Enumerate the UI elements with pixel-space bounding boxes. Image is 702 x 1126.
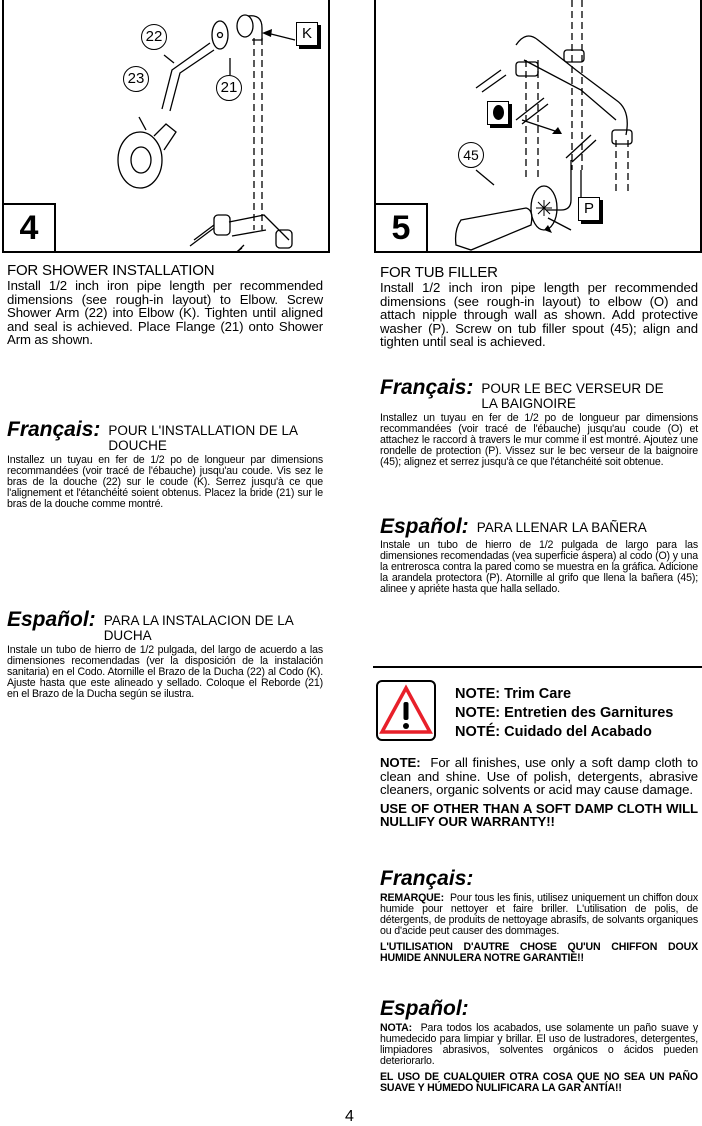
- french-label: Français:: [380, 867, 474, 890]
- elbow-fitting: [237, 15, 253, 37]
- note-body: Pour tous les finis, utilisez uniquement un chiffon doux humide pour nettoyer et faire briller. L'utilisation de polis, de détergents, de produits de nettoyage abrasifs, de solvants organiques ou d'acide peut causer des dommages.: [380, 892, 698, 937]
- note-title-en: NOTE: Trim Care: [455, 686, 572, 702]
- step-number: 4: [4, 203, 56, 251]
- shower-french-section: [7, 419, 323, 510]
- spanish-label: Español:: [7, 608, 96, 631]
- note-english: [380, 756, 698, 829]
- warning-triangle-icon: [378, 682, 434, 739]
- spanish-label: Español:: [380, 515, 469, 538]
- page-number: 4: [345, 1108, 354, 1125]
- note-body: For all finishes, use only a soft damp cloth to clean and shine. Use of polish, detergents, abrasive cleaners, organic solvents or acid may cause damage.: [380, 755, 698, 798]
- note-body: Para todos los acabados, use solamente un paño suave y humedecido para limpiar y brillar. El uso de lustradores, detergentes, limpiadores abrasivos, solventes orgánicos o ácidos pueden deteriorarlo.: [380, 1022, 698, 1067]
- callout-23: 23: [123, 66, 149, 92]
- spanish-title: PARA LA INSTALACION DE LA DUCHA: [103, 613, 294, 643]
- callout-k: K: [296, 22, 318, 46]
- step-number: 5: [376, 203, 428, 251]
- spanish-label: Español:: [380, 997, 469, 1020]
- note-label: NOTE:: [380, 755, 421, 770]
- tub-heading: FOR TUB FILLER: [380, 264, 498, 281]
- shower-section: [7, 262, 323, 347]
- figure-tub-filler: [374, 0, 702, 253]
- note-titles: [455, 685, 673, 742]
- shower-spanish-section: [7, 609, 323, 700]
- french-label: Français:: [380, 376, 474, 399]
- spout-shape: [456, 208, 532, 250]
- french-body: Installez un tuyau en fer de 1/2 po de longueur par dimensions recommandées (voir tracé de l'ébauche) jusqu'au coude (O) et attachez le raccord à travers le mur comme il est montré. Ajoutez une rondelle de protection (P). Vissez sur le bec verseur de la baignoire (45); alignez et serrez jusqu'à ce que l'étanchéité soit obtenue.: [380, 412, 698, 468]
- tub-body: Install 1/2 inch iron pipe length per recommended dimensions (see rough-in layout) to elbow (O) and attach nipple through wall as shown. Add protective washer (P). Screw on tub filler spout (45); align and tighten until seal is achieved.: [380, 280, 698, 350]
- tub-french-section: [380, 377, 698, 468]
- spanish-body: Instale un tubo de hierro de 1/2 pulgada de largo para las dimensiones recomendadas (vea superficie áspera) al codo (O) y una la entrerosca contra la pared como se muestra en la gráfica. Adicione la arandela protectora (P). Atornille al grifo que llena la bañera (45); alinee y apriéte hasta que halla sellado.: [380, 539, 698, 595]
- tub-section: [380, 264, 698, 349]
- french-title: POUR L'INSTALLATION DE LA DOUCHE: [108, 423, 298, 453]
- spanish-title: PARA LLENAR LA BAÑERA: [476, 520, 647, 535]
- note-spanish: [380, 998, 698, 1094]
- flange-shape: [212, 21, 228, 49]
- note-french: [380, 868, 698, 964]
- shower-body: Install 1/2 inch iron pipe length per recommended dimensions (see rough-in layout) to Elbow. Screw Shower Arm (22) into Elbow (K). Tighten until aligned and seal is achieved. Place Flange (21) onto Shower Arm as shown.: [7, 278, 323, 348]
- note-title-es: NOTÉ: Cuidado del Acabado: [455, 724, 652, 740]
- french-title: POUR LE BEC VERSEUR DE LA BAIGNOIRE: [481, 381, 664, 411]
- french-body: Installez un tuyau en fer de 1/2 po de longueur par dimensions recommandées (voir tracé de l'ébauche) jusqu'au coude. Vis sez le bras de la douche (22) sur le coude (K). Serrez jusqu'à ce que l'alignement et l'étanchéité soient obtenus. Placez la bride (21) sur le bras de la douche comme montré.: [7, 454, 323, 510]
- figure-shower-installation: [2, 0, 330, 253]
- note-warning: EL USO DE CUALQUIER OTRA COSA QUE NO SEA UN PAÑO SUAVE Y HÚMEDO NULIFICARA LA GAR ANTÍA!!: [380, 1071, 698, 1094]
- callout-o: [487, 101, 509, 125]
- callout-21: 21: [216, 75, 242, 101]
- callout-45: 45: [458, 142, 484, 168]
- shower-arm-shape: [162, 43, 214, 111]
- note-title-fr: NOTE: Entretien des Garnitures: [455, 705, 674, 721]
- note-warning: USE OF OTHER THAN A SOFT DAMP CLOTH WILL NULLIFY OUR WARRANTY!!: [380, 800, 698, 830]
- section-divider: [373, 666, 702, 668]
- spanish-body: Instale un tubo de hierro de 1/2 pulgada, del largo de acuerdo a las dimensiones recomendadas (ver la disposición de la instalación sanitaria) en el Codo. Atornille el Brazo de la Ducha (22) al Codo (K). Ajuste hasta que este alineado y sellado. Coloque el Reborde (21) en el Brazo de la Ducha según se ilustra.: [7, 644, 323, 700]
- filled-circle-o-icon: [493, 105, 504, 120]
- callout-p: P: [578, 197, 600, 221]
- shower-heading: FOR SHOWER INSTALLATION: [7, 262, 215, 279]
- shower-head-shape: [118, 132, 162, 188]
- warning-box: [376, 680, 436, 741]
- callout-22: 22: [141, 24, 167, 50]
- french-label: Français:: [7, 418, 101, 441]
- remarque-label: REMARQUE:: [380, 892, 444, 904]
- note-warning: L'UTILISATION D'AUTRE CHOSE QU'UN CHIFFON DOUX HUMIDE ANNULERA NOTRE GARANTIE!!: [380, 941, 698, 964]
- tub-spanish-section: [380, 516, 698, 595]
- nota-label: NOTA:: [380, 1022, 413, 1034]
